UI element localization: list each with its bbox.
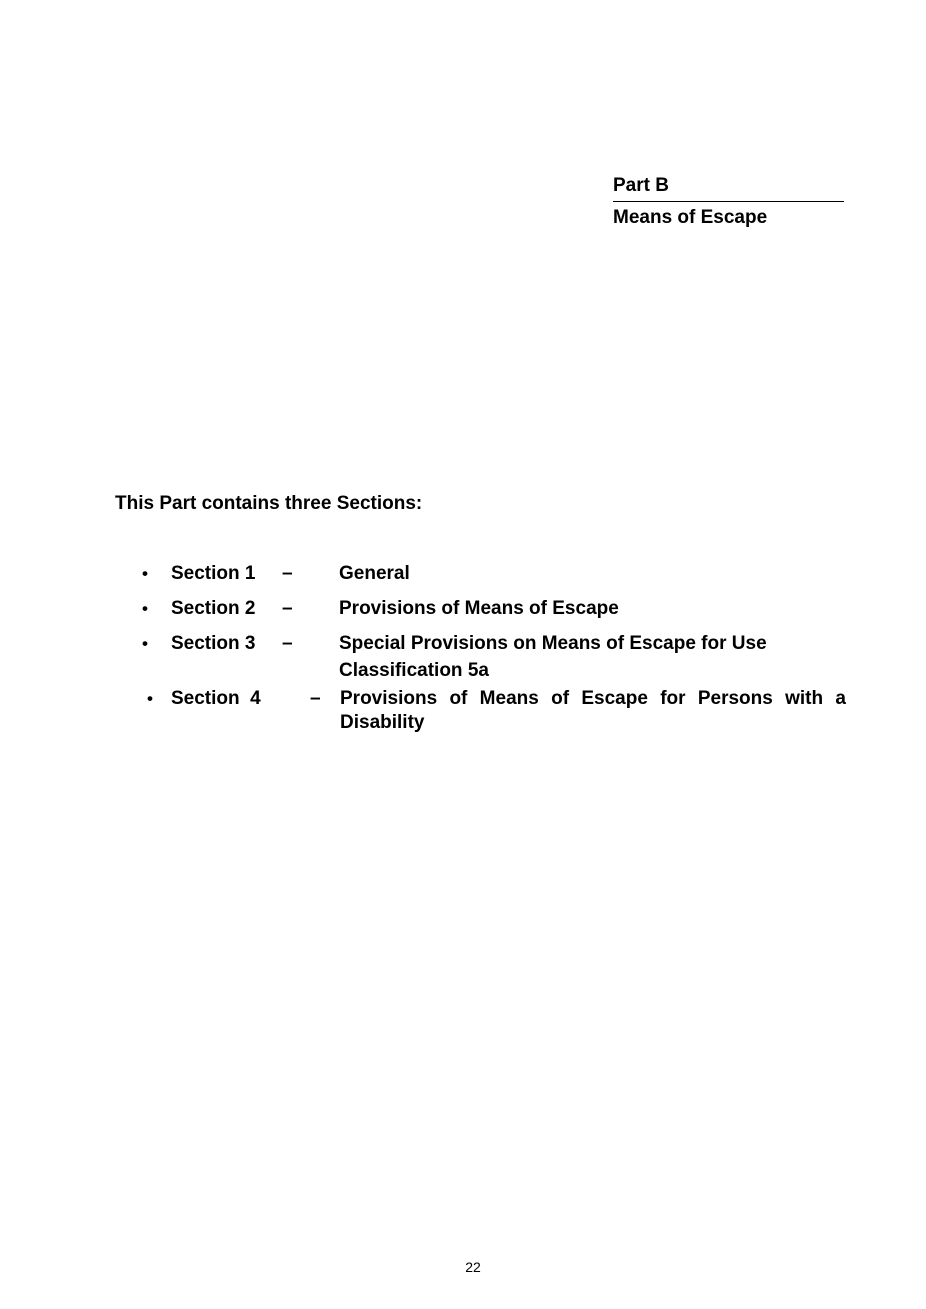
- intro-text: This Part contains three Sections:: [115, 493, 423, 514]
- part-heading-block: [613, 174, 844, 230]
- bullet-icon: •: [142, 634, 148, 653]
- section-description: Special Provisions on Means of Escape for Use: [339, 633, 767, 654]
- section-description-continued: Disability: [340, 712, 425, 733]
- section-dash: –: [282, 563, 293, 584]
- list-item: [0, 562, 926, 586]
- section-label: Section 3: [171, 633, 256, 654]
- part-label: Part B: [613, 174, 844, 202]
- page-number: 22: [465, 1259, 481, 1275]
- bullet-icon: •: [142, 564, 148, 583]
- section-dash: –: [282, 633, 293, 654]
- list-item: [0, 632, 926, 684]
- list-item: [0, 597, 926, 621]
- section-description: Provisions of Means of Escape: [339, 598, 619, 619]
- section-description: General: [339, 563, 410, 584]
- section-dash: –: [310, 688, 321, 709]
- section-dash: –: [282, 598, 293, 619]
- section-description-continued: Classification 5a: [339, 660, 489, 681]
- bullet-icon: •: [147, 689, 153, 708]
- list-item: [0, 687, 926, 737]
- section-label: Section 2: [171, 598, 256, 619]
- section-label: Section 1: [171, 563, 256, 584]
- section-description: Provisions of Means of Escape for Persons with a: [340, 688, 846, 709]
- bullet-icon: •: [142, 599, 148, 618]
- part-title: Means of Escape: [613, 207, 768, 228]
- section-label: Section 4: [171, 688, 261, 709]
